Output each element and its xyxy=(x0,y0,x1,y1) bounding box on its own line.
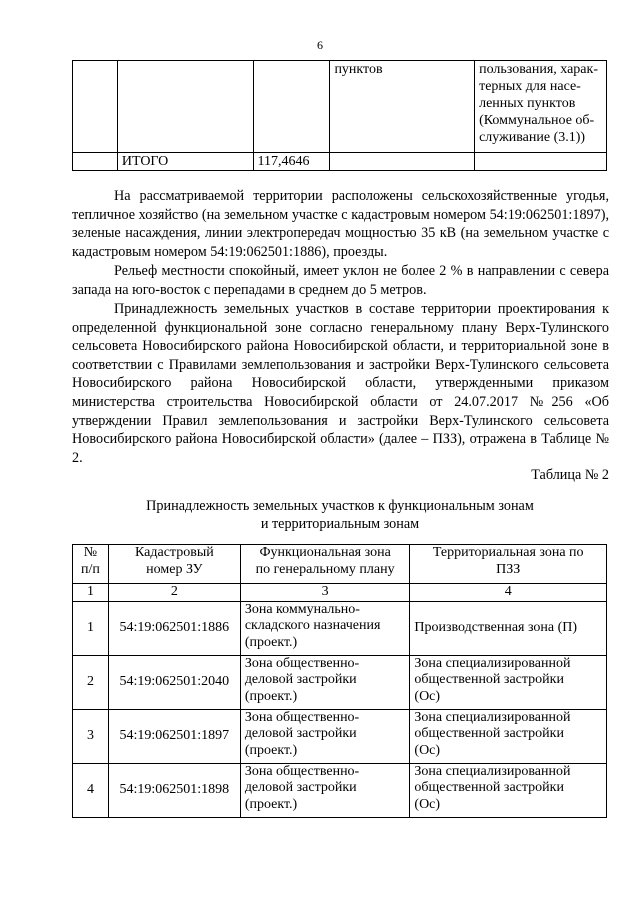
cell-line: ленных пунктов xyxy=(479,96,576,111)
table-row xyxy=(73,153,607,171)
table-row xyxy=(73,709,607,763)
total-label: ИТОГО xyxy=(117,153,253,171)
column-number-row xyxy=(73,584,607,602)
cell-line: пользования, харак- xyxy=(479,62,598,77)
table-cell xyxy=(73,153,118,171)
functional-zone: Зона общественно- деловой застройки (проект.) xyxy=(240,763,410,817)
paragraph-1: На рассматриваемой территории расположены сельскохозяйственные угодья, тепличное хозяйство (на земельном участке с кадастровым номером 54:19:062501:1897), зеленые насаждения, линии электропередач мощностью 35 кВ (на земельном участке с кадастровым номером 54:19:062501:1886), проезды. xyxy=(72,188,609,260)
functional-zone: Зона общественно- деловой застройки (проект.) xyxy=(240,655,410,709)
column-number: 2 xyxy=(108,584,240,602)
functional-zone: Зона общественно- деловой застройки (проект.) xyxy=(240,709,410,763)
functional-zone: Зона коммунально- складского назначения (проект.) xyxy=(240,601,410,655)
header-cell-num: № п/п xyxy=(73,545,109,584)
table-cell xyxy=(253,61,330,153)
page-number: 6 xyxy=(317,38,323,52)
table-row xyxy=(73,61,607,153)
table-cell xyxy=(475,61,607,153)
territorial-zone: Зона специализированной общественной застройки (Ос) xyxy=(410,763,607,817)
territorial-zone: Производственная зона (П) xyxy=(410,601,607,655)
header-cell-functional: Функциональная зона по генеральному плану xyxy=(240,545,410,584)
cell-line: терных для насе- xyxy=(479,79,581,94)
table-cell xyxy=(475,153,607,171)
paragraph-2: Рельеф местности спокойный, имеет уклон не более 2 % в направлении с севера запада на юго-восток с перепадами в среднем до 5 метров. xyxy=(72,263,609,298)
table-cell xyxy=(330,153,475,171)
territorial-zone: Зона специализированной общественной застройки (Ос) xyxy=(410,709,607,763)
column-number: 1 xyxy=(73,584,109,602)
column-number: 3 xyxy=(240,584,410,602)
cell-line: (Коммунальное об- xyxy=(479,113,595,128)
cadastral-number: 54:19:062501:1898 xyxy=(108,763,240,817)
table-cell: пунктов xyxy=(330,61,475,153)
row-number: 2 xyxy=(73,655,109,709)
cell-line: служивание (3.1)) xyxy=(479,130,586,145)
cadastral-number: 54:19:062501:1897 xyxy=(108,709,240,763)
table-row xyxy=(73,655,607,709)
table-title: Принадлежность земельных участков к функциональным зонам и территориальным зонам xyxy=(146,498,534,532)
cadastral-number: 54:19:062501:2040 xyxy=(108,655,240,709)
column-number: 4 xyxy=(410,584,607,602)
table-cell xyxy=(73,61,118,153)
table-label: Таблица № 2 xyxy=(531,467,609,483)
row-number: 3 xyxy=(73,709,109,763)
header-cell-cadastral: Кадастровый номер ЗУ xyxy=(108,545,240,584)
header-cell-territorial: Территориальная зона по ПЗЗ xyxy=(410,545,607,584)
table-cell xyxy=(117,61,253,153)
table-row xyxy=(73,601,607,655)
row-number: 4 xyxy=(73,763,109,817)
top-table-continuation xyxy=(72,60,607,171)
table-row xyxy=(73,763,607,817)
paragraph-3: Принадлежность земельных участков в составе территории проектирования к определенной функциональной зоне согласно генеральному плану Верх-Тулинского сельсовета Новосибирского района Новосибирской области, и территориальной зоне в соответствии с Правилами землепользования и застройки Верх-Тулинского сельсовета Новосибирского района Новосибирской области, утвержденными приказом министерства строительства Новосибирской области от 24.07.2017 №256 «Об утверждении Правил землепользования и застройки Верх-Тулинского сельсовета Новосибирского района Новосибирской области» (далее – ПЗЗ), отражена в Таблице № 2. xyxy=(72,301,609,466)
total-value: 117,4646 xyxy=(253,153,330,171)
row-number: 1 xyxy=(73,601,109,655)
zones-table xyxy=(72,544,607,818)
cadastral-number: 54:19:062501:1886 xyxy=(108,601,240,655)
table-header-row xyxy=(73,545,607,584)
territorial-zone: Зона специализированной общественной застройки (Ос) xyxy=(410,655,607,709)
